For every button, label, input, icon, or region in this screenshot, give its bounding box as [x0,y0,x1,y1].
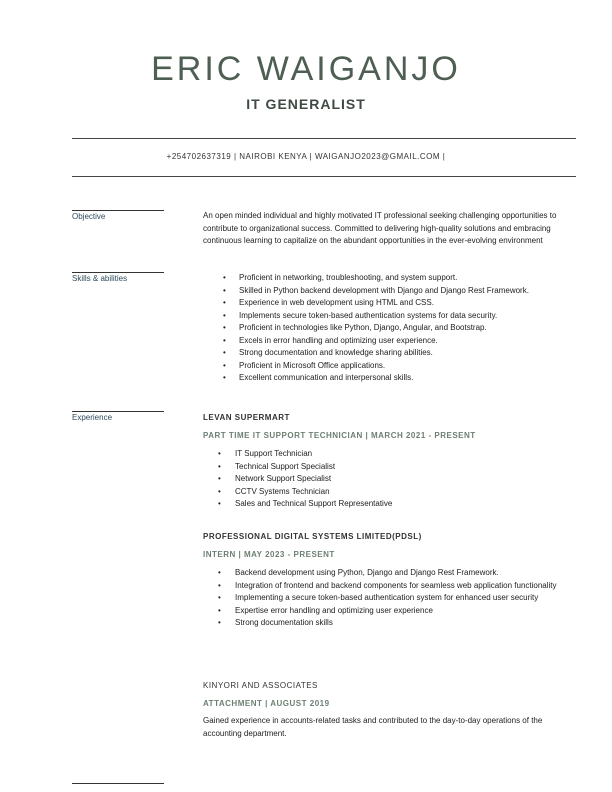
bullet-icon: • [223,323,226,332]
bullet-text: Skilled in Python backend development with Django and Django Rest Framework. [239,285,529,295]
bullet-item [218,617,563,630]
bullet-item [223,360,553,373]
bullet-icon: • [223,348,226,357]
bullet-text: Proficient in networking, troubleshooting, and system support. [239,273,458,282]
bullet-item [223,285,553,298]
bullet-text: Network Support Specialist [235,474,332,483]
bullet-item [223,372,553,385]
bullet-text: Excellent communication and interpersonal skills. [239,373,414,382]
objective-label: Objective [72,212,106,221]
bullet-item [223,322,553,335]
bullet-icon: • [218,605,221,615]
bullet-icon: • [218,486,221,496]
bullet-text: Integration of frontend and backend components for seamless web application functionality [235,580,557,590]
bullet-text: CCTV Systems Technician [235,486,330,496]
bullet-item [218,448,558,461]
bullet-item [218,486,558,499]
experience-rule [72,411,164,412]
bullet-icon: • [218,449,221,458]
bullet-item [218,498,558,511]
bullet-item [223,297,553,310]
bullet-icon: • [223,310,226,320]
footer-rule [72,783,164,784]
bullet-icon: • [218,474,221,483]
bullet-text: Experience in web development using HTML and CSS. [239,298,434,307]
bullet-icon: • [223,335,226,345]
bullet-item [218,473,558,486]
bullet-item [218,461,558,474]
job-role: PART TIME IT SUPPORT TECHNICIAN | MARCH 2021 - PRESENT [203,431,476,440]
objective-rule [72,210,164,211]
bullet-icon: • [218,618,221,627]
bullet-item [218,605,563,618]
contact-line: +254702637319 | NAIROBI KENYA | WAIGANJO2023@GMAIL.COM | [166,152,446,161]
job-company: KINYORI AND ASSOCIATES [203,681,318,690]
bullet-icon: • [223,298,226,307]
objective-text: An open minded individual and highly motivated IT professional seeking challenging opportunities to contribute to organizational success. Committed to delivering high-quality solutions and embracing continuous learning to capitalize on the abundant opportunities in the ever-evolving environment [203,211,557,245]
skills-rule [72,272,164,273]
job-company: LEVAN SUPERMART [203,413,290,422]
bullet-item [223,310,553,323]
bullet-item [223,272,553,285]
header-divider-top [72,138,576,139]
bullet-text: Proficient in technologies like Python, Django, Angular, and Bootstrap. [239,323,487,332]
skills-label: Skills & abilities [72,274,128,283]
bullet-item [218,580,563,593]
bullet-item [218,592,563,605]
job-duties [218,448,558,511]
experience-label: Experience [72,413,113,422]
bullet-text: Technical Support Specialist [235,461,336,471]
bullet-text: Strong documentation skills [235,618,333,627]
resume-name: ERIC WAIGANJO [151,50,461,88]
bullet-icon: • [223,273,226,282]
bullet-text: Strong documentation and knowledge sharing abilities. [239,348,433,357]
bullet-item [218,567,563,580]
bullet-icon: • [223,360,226,370]
job-company: PROFESSIONAL DIGITAL SYSTEMS LIMITED(PDSL) [203,532,422,541]
bullet-text: Excels in error handling and optimizing user experience. [239,335,438,345]
resume-title: IT GENERALIST [246,96,366,112]
bullet-icon: • [218,461,221,471]
bullet-item [223,347,553,360]
job-description: Gained experience in accounts-related tasks and contributed to the day-to-day operations of the accounting department. [203,716,543,738]
bullet-text: Implementing a secure token-based authentication system for enhanced user security [235,593,539,602]
bullet-icon: • [218,593,221,602]
bullet-text: Proficient in Microsoft Office applications. [239,360,386,370]
bullet-text: Expertise error handling and optimizing user experience [235,605,433,615]
bullet-text: Backend development using Python, Django and Django Rest Framework. [235,568,499,577]
bullet-icon: • [223,373,226,382]
bullet-item [223,335,553,348]
bullet-icon: • [223,285,226,295]
skills-list [223,272,553,385]
bullet-text: Implements secure token-based authentication systems for data security. [239,310,498,320]
bullet-icon: • [218,568,221,577]
bullet-text: IT Support Technician [235,449,313,458]
job-duties [218,567,563,630]
job-role: ATTACHMENT | AUGUST 2019 [203,699,330,708]
bullet-icon: • [218,580,221,590]
job-role: INTERN | MAY 2023 - PRESENT [203,550,335,559]
bullet-icon: • [218,499,221,508]
bullet-text: Sales and Technical Support Representative [235,499,393,508]
header-divider-bottom [72,176,576,177]
